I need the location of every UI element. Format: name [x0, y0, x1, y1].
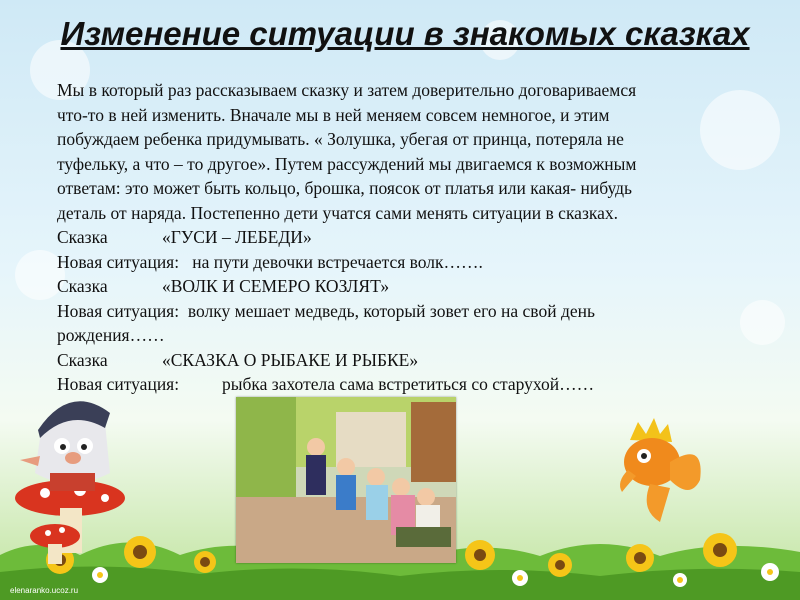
daisy-icon — [92, 567, 108, 583]
situation-continuation: рождения…… — [57, 325, 165, 345]
gnome-on-mushroom-illustration — [10, 368, 140, 568]
daisy-icon — [673, 573, 687, 587]
bokeh-dot — [740, 300, 785, 345]
photo-image — [236, 397, 456, 563]
sunflower-icon — [626, 544, 654, 572]
tale-line — [57, 348, 737, 373]
daisy-icon — [512, 570, 528, 586]
sunflower-icon — [548, 553, 572, 577]
goldfish-with-crown-illustration — [610, 400, 710, 525]
children-playing-photo — [236, 397, 456, 563]
tale-name: «ГУСИ – ЛЕБЕДИ» — [162, 227, 312, 247]
tale-label: Сказка — [57, 276, 108, 296]
tale-label: Сказка — [57, 349, 108, 370]
body-text — [57, 78, 737, 397]
tale-line — [57, 274, 737, 299]
sunflower-icon — [465, 540, 495, 570]
intro-line: ответам: это может быть кольцо, брошка, поясок от платья или какая- нибудь — [57, 178, 632, 198]
situation-line — [57, 250, 737, 275]
intro-line: деталь от наряда. Постепенно дети учатся сами менять ситуации в сказках. — [57, 202, 618, 223]
situation-line — [57, 299, 737, 324]
tale-line — [57, 225, 737, 250]
watermark: elenaranko.ucoz.ru — [10, 586, 79, 595]
intro-line: туфельку, а что – то другое». Путем рассуждений мы двигаемся к возможным — [57, 153, 637, 174]
situation-text: на пути девочки встречается волк……. — [192, 251, 483, 272]
daisy-icon — [761, 563, 779, 581]
tale-label: Сказка — [57, 227, 108, 247]
sunflower-icon — [194, 551, 216, 573]
intro-line: что-то в ней изменить. Вначале мы в ней меняем совсем немногое, и этим — [57, 104, 610, 125]
situation-text: рыбка захотела сама встретиться со старухой…… — [222, 374, 595, 394]
situation-text: волку мешает медведь, который зовет его на свой день — [187, 300, 595, 321]
situation-line — [57, 372, 737, 397]
situation-label: Новая ситуация: — [57, 374, 180, 394]
tale-name: «ВОЛК И СЕМЕРО КОЗЛЯТ» — [162, 276, 390, 296]
situation-label: Новая ситуация: — [57, 251, 180, 272]
tale-name: «СКАЗКА О РЫБАКЕ И РЫБКЕ» — [162, 349, 419, 370]
slide-title: Изменение ситуации в знакомых сказках — [60, 15, 750, 52]
sunflower-icon — [703, 533, 737, 567]
intro-line: побуждаем ребенка придумывать. « Золушка, убегая от принца, потеряла не — [57, 129, 624, 149]
situation-label: Новая ситуация: — [57, 300, 180, 321]
intro-line: Мы в который раз рассказываем сказку и затем доверительно договариваемся — [57, 80, 637, 100]
